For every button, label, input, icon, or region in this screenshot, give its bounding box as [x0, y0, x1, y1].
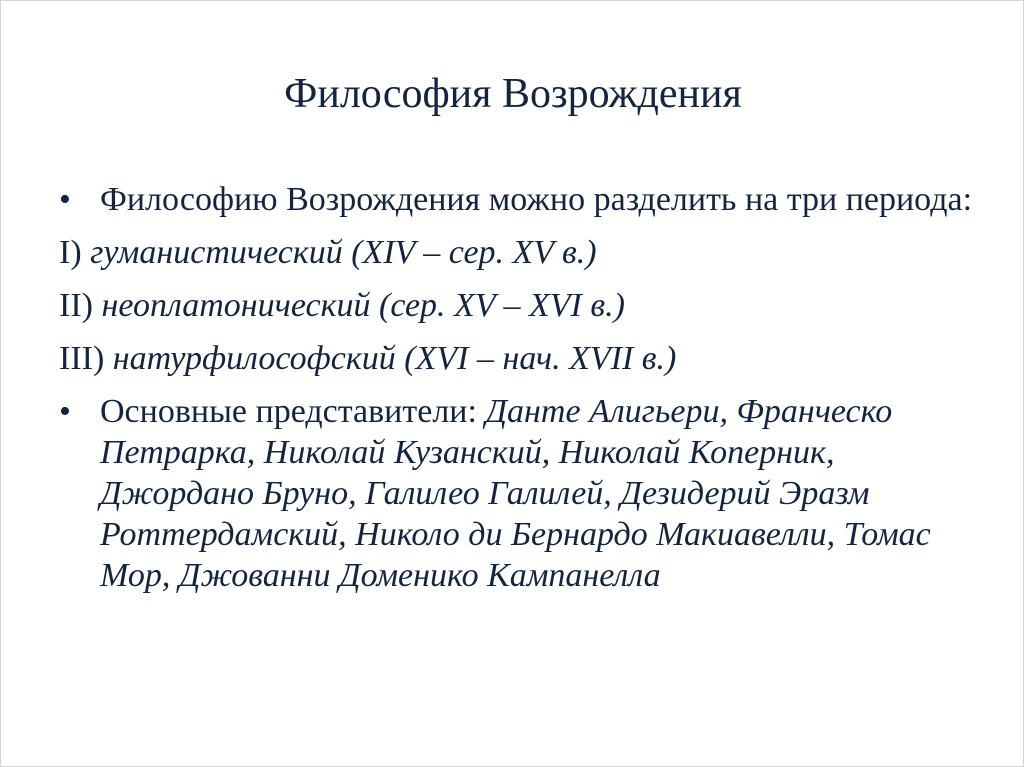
period-name: гуманистический (XIV – сер. XV в.) [90, 234, 597, 271]
period-name: неоплатонический (сер. XV – XVI в.) [101, 287, 625, 324]
period-item-1 [59, 232, 974, 273]
representatives-text [100, 391, 974, 596]
slide-title: Философия Возрождения [284, 71, 742, 117]
slide-content [59, 179, 974, 596]
bullet-icon: • [59, 181, 71, 218]
representatives-names: Данте Алигьери, Франческо Петрарка, Николай Кузанский, Николай Коперник, Джордано Бруно, Галилео Галилей, Дезидерий Эразм Роттердамский, Николо ди Бернардо Макиавелли, Томас Мор, Джованни Доменико Кампанелла [100, 393, 931, 594]
period-number: II) [59, 287, 93, 324]
period-number: III) [59, 340, 105, 377]
period-number: I) [59, 234, 82, 271]
period-item-2 [59, 285, 974, 326]
intro-bullet [59, 179, 974, 220]
representatives-label: Основные представители: [100, 393, 486, 430]
intro-text: Философию Возрождения можно разделить на три периода: [100, 181, 973, 218]
period-name: натурфилософский (XVI – нач. XVII в.) [112, 340, 677, 377]
bullet-icon: • [59, 393, 71, 430]
representatives-bullet [59, 391, 974, 596]
period-item-3 [59, 338, 974, 379]
